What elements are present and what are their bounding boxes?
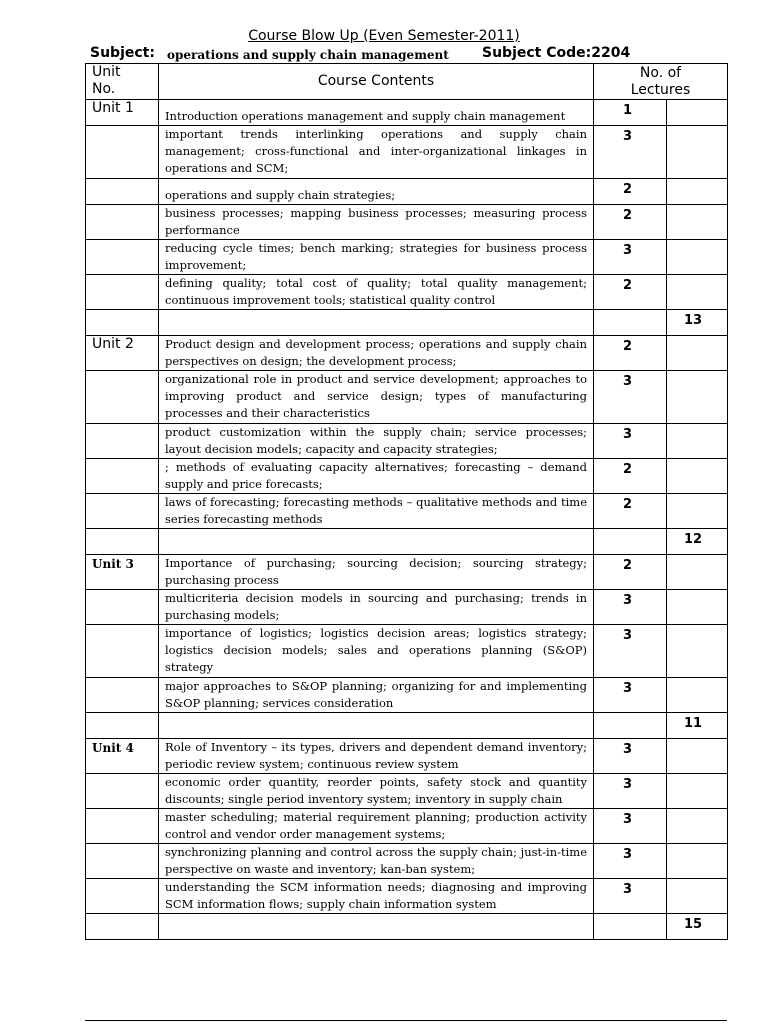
unit-total-empty-cell [667, 555, 728, 590]
table-row [86, 774, 728, 809]
subject-line [90, 45, 730, 65]
lecture-count-cell: 3 [594, 240, 667, 275]
unit-total-cell: 12 [667, 529, 728, 555]
header-course-contents: Course Contents [159, 64, 594, 100]
unit-cell [86, 879, 159, 914]
lecture-count-cell: 2 [594, 494, 667, 529]
header-unit-line-1: Unit [92, 64, 121, 80]
lecture-count-cell: 2 [594, 555, 667, 590]
table-row [86, 590, 728, 625]
course-content-cell [159, 713, 594, 739]
unit-total-row [86, 529, 728, 555]
lecture-count-cell: 3 [594, 424, 667, 459]
unit-cell: Unit 2 [86, 336, 159, 371]
unit-total-empty-cell [667, 494, 728, 529]
header-lectures [594, 64, 728, 100]
table-row [86, 879, 728, 914]
lecture-count-cell: 3 [594, 625, 667, 678]
document-title: Course Blow Up (Even Semester-2011) [248, 28, 520, 44]
course-content-cell: understanding the SCM information needs; diagnosing and improving SCM information flows; supply chain information system [159, 879, 594, 914]
unit-cell [86, 844, 159, 879]
course-content-cell: defining quality; total cost of quality; total quality management; continuous improvement tools; statistical quality control [159, 275, 594, 310]
table-row [86, 371, 728, 424]
unit-total-cell: 11 [667, 713, 728, 739]
unit-total-cell: 15 [667, 914, 728, 940]
course-content-cell [159, 914, 594, 940]
course-content-cell: product customization within the supply chain; service processes; layout decision models; capacity and capacity strategies; [159, 424, 594, 459]
unit-cell [86, 625, 159, 678]
unit-total-empty-cell [667, 424, 728, 459]
unit-total-row [86, 310, 728, 336]
table-row [86, 494, 728, 529]
course-content-cell: major approaches to S&OP planning; organizing for and implementing S&OP planning; services consideration [159, 678, 594, 713]
unit-cell [86, 590, 159, 625]
course-content-cell: synchronizing planning and control across the supply chain; just-in-time perspective on waste and inventory; kan-ban system; [159, 844, 594, 879]
subject-label: Subject: [90, 45, 155, 61]
lecture-count-cell [594, 713, 667, 739]
unit-cell [86, 275, 159, 310]
unit-total-cell: 13 [667, 310, 728, 336]
header-unit-line-2: No. [92, 81, 116, 97]
course-content-cell: Importance of purchasing; sourcing decision; sourcing strategy; purchasing process [159, 555, 594, 590]
lecture-count-cell: 3 [594, 371, 667, 424]
header-unit [86, 64, 159, 100]
unit-total-empty-cell [667, 205, 728, 240]
subject-code [482, 45, 630, 61]
course-content-cell: laws of forecasting; forecasting methods – qualitative methods and time series forecasting methods [159, 494, 594, 529]
subject-value: operations and supply chain management [167, 48, 449, 62]
table-row [86, 844, 728, 879]
table-row [86, 179, 728, 205]
lecture-count-cell: 3 [594, 590, 667, 625]
course-content-cell: master scheduling; material requirement planning; production activity control and vendor order management systems; [159, 809, 594, 844]
table-row [86, 459, 728, 494]
unit-cell: Unit 4 [86, 739, 159, 774]
unit-total-empty-cell [667, 678, 728, 713]
header-lectures-line-1: No. of [639, 65, 682, 81]
unit-total-empty-cell [667, 459, 728, 494]
unit-total-row [86, 713, 728, 739]
course-content-cell [159, 310, 594, 336]
unit-cell [86, 914, 159, 940]
unit-total-empty-cell [667, 774, 728, 809]
lecture-count-cell: 3 [594, 739, 667, 774]
lecture-count-cell: 3 [594, 126, 667, 179]
unit-total-empty-cell [667, 371, 728, 424]
lecture-count-cell [594, 529, 667, 555]
unit-total-empty-cell [667, 275, 728, 310]
unit-total-empty-cell [667, 879, 728, 914]
course-content-cell: importance of logistics; logistics decision areas; logistics strategy; logistics decision models; sales and operations planning (S&OP) strategy [159, 625, 594, 678]
course-content-cell: Role of Inventory – its types, drivers and dependent demand inventory; periodic review system; continuous review system [159, 739, 594, 774]
unit-total-empty-cell [667, 590, 728, 625]
subject-code-value: 2204 [591, 45, 631, 61]
unit-cell [86, 310, 159, 336]
unit-cell [86, 459, 159, 494]
lecture-count-cell: 3 [594, 879, 667, 914]
course-content-cell: business processes; mapping business processes; measuring process performance [159, 205, 594, 240]
table-row [86, 424, 728, 459]
lecture-count-cell: 2 [594, 205, 667, 240]
footer-rule [85, 1020, 727, 1021]
unit-cell [86, 240, 159, 275]
course-content-cell: Product design and development process; operations and supply chain perspectives on design; the development process; [159, 336, 594, 371]
table-row [86, 100, 728, 126]
table-row [86, 336, 728, 371]
table-row [86, 275, 728, 310]
unit-cell [86, 371, 159, 424]
lecture-count-cell: 3 [594, 774, 667, 809]
unit-total-empty-cell [667, 809, 728, 844]
lecture-count-cell [594, 310, 667, 336]
unit-cell [86, 713, 159, 739]
course-table [85, 63, 728, 940]
course-content-cell: Introduction operations management and supply chain management [159, 100, 594, 126]
unit-total-empty-cell [667, 179, 728, 205]
lecture-count-cell [594, 914, 667, 940]
course-content-cell: operations and supply chain strategies; [159, 179, 594, 205]
unit-total-empty-cell [667, 625, 728, 678]
table-header-row [86, 64, 728, 100]
table-row [86, 205, 728, 240]
unit-cell [86, 774, 159, 809]
course-content-cell: economic order quantity, reorder points, safety stock and quantity discounts; single period inventory system; inventory in supply chain [159, 774, 594, 809]
course-content-cell: reducing cycle times; bench marking; strategies for business process improvement; [159, 240, 594, 275]
table-row [86, 555, 728, 590]
course-content-cell [159, 529, 594, 555]
unit-cell [86, 205, 159, 240]
lecture-count-cell: 2 [594, 459, 667, 494]
table-row [86, 739, 728, 774]
lecture-count-cell: 2 [594, 336, 667, 371]
unit-total-empty-cell [667, 336, 728, 371]
unit-total-empty-cell [667, 126, 728, 179]
lecture-count-cell: 1 [594, 100, 667, 126]
lecture-count-cell: 3 [594, 844, 667, 879]
table-body [86, 100, 728, 940]
unit-total-empty-cell [667, 240, 728, 275]
unit-cell [86, 678, 159, 713]
unit-cell: Unit 1 [86, 100, 159, 126]
unit-cell [86, 179, 159, 205]
lecture-count-cell: 2 [594, 275, 667, 310]
unit-cell [86, 809, 159, 844]
unit-cell [86, 424, 159, 459]
unit-total-empty-cell [667, 100, 728, 126]
lecture-count-cell: 3 [594, 678, 667, 713]
course-content-cell: organizational role in product and service development; approaches to improving product and service design; types of manufacturing processes and their characteristics [159, 371, 594, 424]
table-row [86, 126, 728, 179]
unit-total-row [86, 914, 728, 940]
course-content-cell: important trends interlinking operations and supply chain management; cross-functional and inter-organizational linkages in operations and SCM; [159, 126, 594, 179]
table-row [86, 240, 728, 275]
course-content-cell: multicriteria decision models in sourcing and purchasing; trends in purchasing models; [159, 590, 594, 625]
subject-code-label: Subject Code: [482, 45, 592, 61]
unit-cell [86, 529, 159, 555]
table-row [86, 678, 728, 713]
header-lectures-line-2: Lectures [630, 82, 691, 98]
table-row [86, 625, 728, 678]
lecture-count-cell: 2 [594, 179, 667, 205]
table-row [86, 809, 728, 844]
unit-cell [86, 126, 159, 179]
unit-cell: Unit 3 [86, 555, 159, 590]
course-content-cell: ; methods of evaluating capacity alternatives; forecasting – demand supply and price forecasts; [159, 459, 594, 494]
unit-total-empty-cell [667, 844, 728, 879]
lecture-count-cell: 3 [594, 809, 667, 844]
unit-cell [86, 494, 159, 529]
unit-total-empty-cell [667, 739, 728, 774]
